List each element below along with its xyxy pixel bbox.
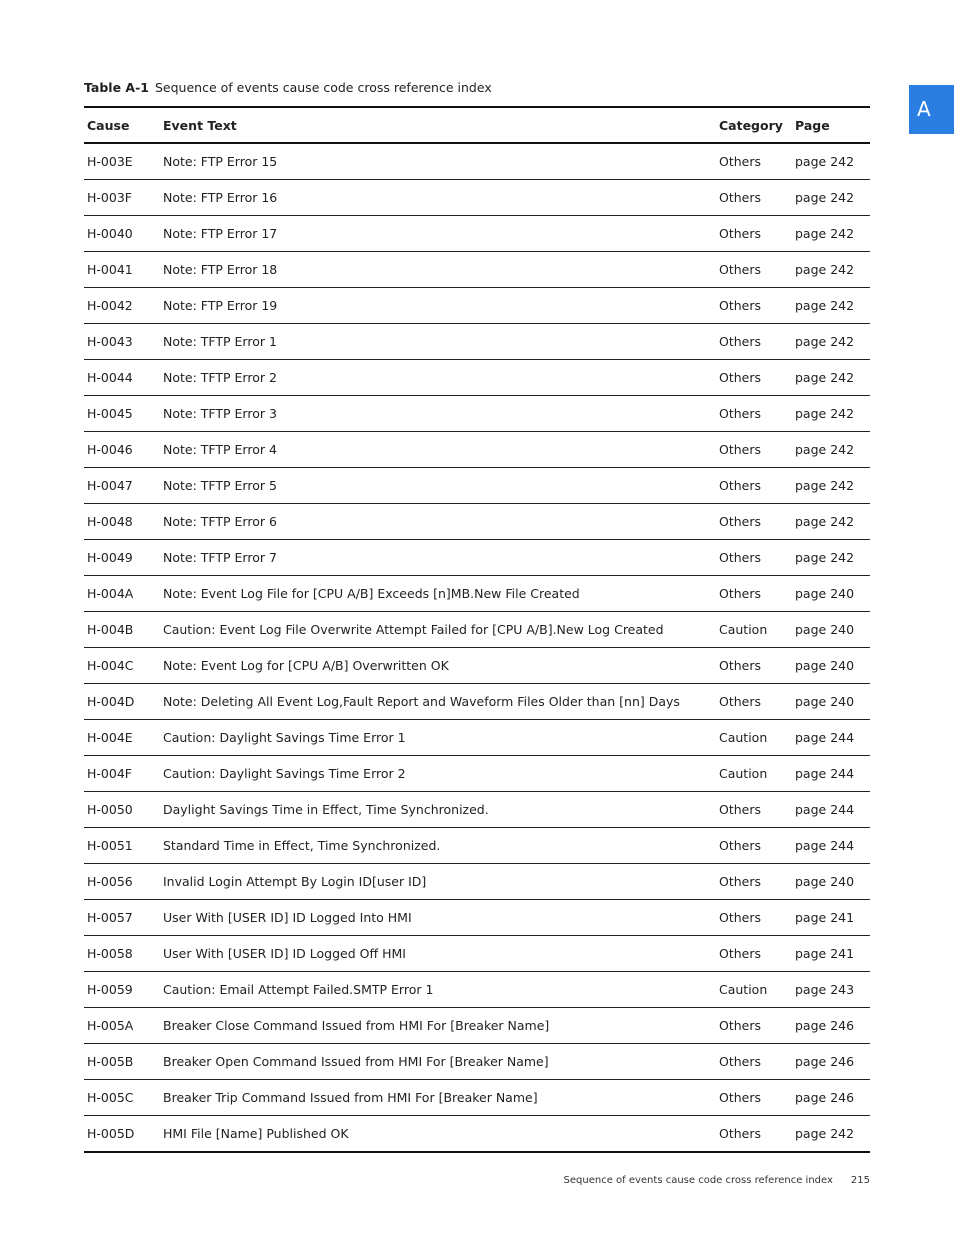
page-cell: page 244 — [792, 792, 870, 828]
cause-cell: H-005B — [84, 1044, 160, 1080]
event-text-cell: Note: TFTP Error 5 — [160, 468, 716, 504]
table-row — [84, 936, 870, 972]
page-cell: page 242 — [792, 540, 870, 576]
cause-cell: H-0045 — [84, 396, 160, 432]
page-cell: page 244 — [792, 828, 870, 864]
table-row — [84, 792, 870, 828]
table-header-row — [84, 107, 870, 143]
table-row — [84, 900, 870, 936]
event-text-cell: User With [USER ID] ID Logged Off HMI — [160, 936, 716, 972]
header-cause: Cause — [84, 107, 160, 143]
cause-cell: H-0049 — [84, 540, 160, 576]
category-cell: Others — [716, 828, 792, 864]
category-cell: Caution — [716, 720, 792, 756]
event-text-cell: Caution: Email Attempt Failed.SMTP Error 1 — [160, 972, 716, 1008]
table-row — [84, 432, 870, 468]
cause-cell: H-0040 — [84, 216, 160, 252]
category-cell: Others — [716, 360, 792, 396]
page-cell: page 240 — [792, 684, 870, 720]
cause-cell: H-004A — [84, 576, 160, 612]
event-text-cell: Standard Time in Effect, Time Synchronized. — [160, 828, 716, 864]
footer-title: Sequence of events cause code cross reference index — [563, 1175, 833, 1186]
table-label: Table A-1 — [84, 80, 149, 95]
cause-cell: H-0059 — [84, 972, 160, 1008]
appendix-tab-marker: A — [909, 85, 954, 134]
cause-cell: H-004D — [84, 684, 160, 720]
page-cell: page 243 — [792, 972, 870, 1008]
cause-cell: H-0047 — [84, 468, 160, 504]
category-cell: Others — [716, 180, 792, 216]
page-cell: page 246 — [792, 1080, 870, 1116]
event-text-cell: Note: FTP Error 16 — [160, 180, 716, 216]
event-text-cell: Breaker Close Command Issued from HMI For [Breaker Name] — [160, 1008, 716, 1044]
category-cell: Others — [716, 252, 792, 288]
page-cell: page 240 — [792, 864, 870, 900]
page-cell: page 242 — [792, 143, 870, 180]
cause-cell: H-0056 — [84, 864, 160, 900]
table-row — [84, 720, 870, 756]
event-text-cell: Note: TFTP Error 1 — [160, 324, 716, 360]
table-row — [84, 828, 870, 864]
table-row — [84, 288, 870, 324]
category-cell: Others — [716, 576, 792, 612]
category-cell: Others — [716, 936, 792, 972]
category-cell: Caution — [716, 972, 792, 1008]
table-row — [84, 360, 870, 396]
table-row — [84, 468, 870, 504]
cause-cell: H-0046 — [84, 432, 160, 468]
page-cell: page 242 — [792, 252, 870, 288]
page-cell: page 242 — [792, 504, 870, 540]
table-row — [84, 1080, 870, 1116]
event-text-cell: User With [USER ID] ID Logged Into HMI — [160, 900, 716, 936]
table-caption — [84, 80, 492, 95]
page-cell: page 240 — [792, 612, 870, 648]
event-text-cell: HMI File [Name] Published OK — [160, 1116, 716, 1153]
page-cell: page 242 — [792, 324, 870, 360]
page-cell: page 242 — [792, 288, 870, 324]
table-row — [84, 1044, 870, 1080]
cause-cell: H-0048 — [84, 504, 160, 540]
table-row — [84, 504, 870, 540]
page-cell: page 242 — [792, 360, 870, 396]
category-cell: Others — [716, 900, 792, 936]
table-row — [84, 612, 870, 648]
cause-cell: H-004C — [84, 648, 160, 684]
event-text-cell: Note: Event Log File for [CPU A/B] Exceeds [n]MB.New File Created — [160, 576, 716, 612]
table-row — [84, 540, 870, 576]
table-row — [84, 756, 870, 792]
category-cell: Others — [716, 1044, 792, 1080]
page-number: 215 — [850, 1175, 870, 1186]
cause-cell: H-0041 — [84, 252, 160, 288]
table-body — [84, 143, 870, 1152]
table-row — [84, 216, 870, 252]
category-cell: Others — [716, 432, 792, 468]
page-cell: page 242 — [792, 396, 870, 432]
event-text-cell: Note: Event Log for [CPU A/B] Overwritten OK — [160, 648, 716, 684]
cause-cell: H-0050 — [84, 792, 160, 828]
category-cell: Others — [716, 468, 792, 504]
cause-cell: H-005A — [84, 1008, 160, 1044]
event-text-cell: Daylight Savings Time in Effect, Time Synchronized. — [160, 792, 716, 828]
header-page: Page — [792, 107, 870, 143]
page-cell: page 244 — [792, 720, 870, 756]
cause-cell: H-004E — [84, 720, 160, 756]
page-cell: page 241 — [792, 936, 870, 972]
category-cell: Others — [716, 864, 792, 900]
category-cell: Others — [716, 288, 792, 324]
cause-cell: H-003E — [84, 143, 160, 180]
table-row — [84, 684, 870, 720]
table-title: Sequence of events cause code cross reference index — [154, 80, 492, 95]
page-cell: page 242 — [792, 468, 870, 504]
event-text-cell: Note: TFTP Error 7 — [160, 540, 716, 576]
category-cell: Others — [716, 216, 792, 252]
category-cell: Others — [716, 504, 792, 540]
cross-reference-table — [84, 106, 870, 1153]
page-cell: page 244 — [792, 756, 870, 792]
event-text-cell: Breaker Open Command Issued from HMI For [Breaker Name] — [160, 1044, 716, 1080]
cause-cell: H-0042 — [84, 288, 160, 324]
event-text-cell: Note: Deleting All Event Log,Fault Report and Waveform Files Older than [nn] Days — [160, 684, 716, 720]
cause-cell: H-004B — [84, 612, 160, 648]
category-cell: Others — [716, 396, 792, 432]
category-cell: Others — [716, 324, 792, 360]
event-text-cell: Caution: Event Log File Overwrite Attempt Failed for [CPU A/B].New Log Created — [160, 612, 716, 648]
event-text-cell: Caution: Daylight Savings Time Error 1 — [160, 720, 716, 756]
category-cell: Others — [716, 540, 792, 576]
event-text-cell: Note: FTP Error 18 — [160, 252, 716, 288]
event-text-cell: Note: TFTP Error 2 — [160, 360, 716, 396]
page-cell: page 242 — [792, 180, 870, 216]
event-text-cell: Breaker Trip Command Issued from HMI For [Breaker Name] — [160, 1080, 716, 1116]
category-cell: Caution — [716, 756, 792, 792]
event-text-cell: Note: TFTP Error 3 — [160, 396, 716, 432]
cause-cell: H-005C — [84, 1080, 160, 1116]
category-cell: Others — [716, 792, 792, 828]
page-footer — [564, 1175, 870, 1186]
table-row — [84, 576, 870, 612]
event-text-cell: Caution: Daylight Savings Time Error 2 — [160, 756, 716, 792]
table-row — [84, 1008, 870, 1044]
event-text-cell: Invalid Login Attempt By Login ID[user ID] — [160, 864, 716, 900]
cause-cell: H-0057 — [84, 900, 160, 936]
table-row — [84, 252, 870, 288]
page-cell: page 240 — [792, 576, 870, 612]
page-cell: page 240 — [792, 648, 870, 684]
category-cell: Caution — [716, 612, 792, 648]
page-cell: page 246 — [792, 1044, 870, 1080]
category-cell: Others — [716, 1008, 792, 1044]
header-event-text: Event Text — [160, 107, 716, 143]
event-text-cell: Note: FTP Error 15 — [160, 143, 716, 180]
header-category: Category — [716, 107, 792, 143]
table-row — [84, 648, 870, 684]
cause-cell: H-0043 — [84, 324, 160, 360]
page-cell: page 242 — [792, 216, 870, 252]
cause-cell: H-005D — [84, 1116, 160, 1153]
cause-cell: H-0058 — [84, 936, 160, 972]
category-cell: Others — [716, 1116, 792, 1153]
cause-cell: H-0051 — [84, 828, 160, 864]
event-text-cell: Note: TFTP Error 4 — [160, 432, 716, 468]
category-cell: Others — [716, 648, 792, 684]
page-cell: page 242 — [792, 1116, 870, 1153]
page-cell: page 241 — [792, 900, 870, 936]
cause-cell: H-003F — [84, 180, 160, 216]
event-text-cell: Note: FTP Error 17 — [160, 216, 716, 252]
table-row — [84, 972, 870, 1008]
category-cell: Others — [716, 684, 792, 720]
category-cell: Others — [716, 143, 792, 180]
table-row — [84, 180, 870, 216]
page-cell: page 242 — [792, 432, 870, 468]
event-text-cell: Note: FTP Error 19 — [160, 288, 716, 324]
event-text-cell: Note: TFTP Error 6 — [160, 504, 716, 540]
table-row — [84, 396, 870, 432]
cause-cell: H-0044 — [84, 360, 160, 396]
table-row — [84, 324, 870, 360]
table-row — [84, 1116, 870, 1153]
category-cell: Others — [716, 1080, 792, 1116]
cause-cell: H-004F — [84, 756, 160, 792]
table-row — [84, 143, 870, 180]
table-row — [84, 864, 870, 900]
page-cell: page 246 — [792, 1008, 870, 1044]
